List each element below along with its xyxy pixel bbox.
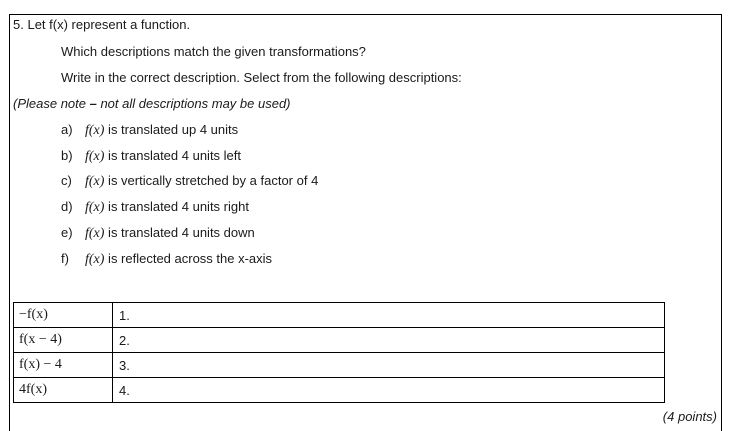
description-text: is reflected across the x-axis [104,251,273,266]
description-letter: c) [61,173,72,188]
answer-cell[interactable]: 3. [113,353,665,378]
description-text: is translated 4 units left [104,148,242,163]
table-row [14,303,665,328]
table-row [14,378,665,403]
description-letter: e) [61,225,73,240]
answer-cell[interactable]: 2. [113,328,665,353]
transformation-expression: f(x) − 4 [14,353,113,378]
transformation-expression: f(x − 4) [14,328,113,353]
description-d [61,199,249,216]
points-label: (4 points) [662,409,717,424]
description-function: f(x) [85,226,105,241]
transformation-expression: −f(x) [14,303,113,328]
description-function: f(x) [85,252,105,267]
note-prefix: (Please note [13,96,90,111]
description-c [61,173,318,190]
answer-table [13,302,665,403]
answer-cell[interactable]: 1. [113,303,665,328]
answer-cell[interactable]: 4. [113,378,665,403]
description-text: is translated 4 units down [104,225,255,240]
description-function: f(x) [85,149,105,164]
description-function: f(x) [85,123,105,138]
description-text: is translated 4 units right [104,199,249,214]
description-function: f(x) [85,200,105,215]
description-letter: d) [61,199,73,214]
note-suffix: not all descriptions may be used) [96,96,291,111]
description-a [61,122,238,139]
description-text: is translated up 4 units [104,122,239,137]
instruction-select: Write in the correct description. Select from the following descriptions: [61,70,462,85]
note [13,96,291,111]
transformation-expression: 4f(x) [14,378,113,403]
description-letter: a) [61,122,73,137]
table-row [14,328,665,353]
note-dash: – [89,96,97,111]
description-letter: f) [61,251,69,266]
question-title: Let f(x) represent a function. [27,17,191,32]
description-b [61,148,241,165]
description-function: f(x) [85,174,105,189]
description-letter: b) [61,148,73,163]
table-row [14,353,665,378]
instruction-match: Which descriptions match the given transformations? [61,44,366,59]
description-text: is vertically stretched by a factor of 4 [104,173,319,188]
description-e [61,225,255,242]
description-f [61,251,272,268]
question-heading [13,17,190,32]
question-number: 5. [13,17,24,32]
